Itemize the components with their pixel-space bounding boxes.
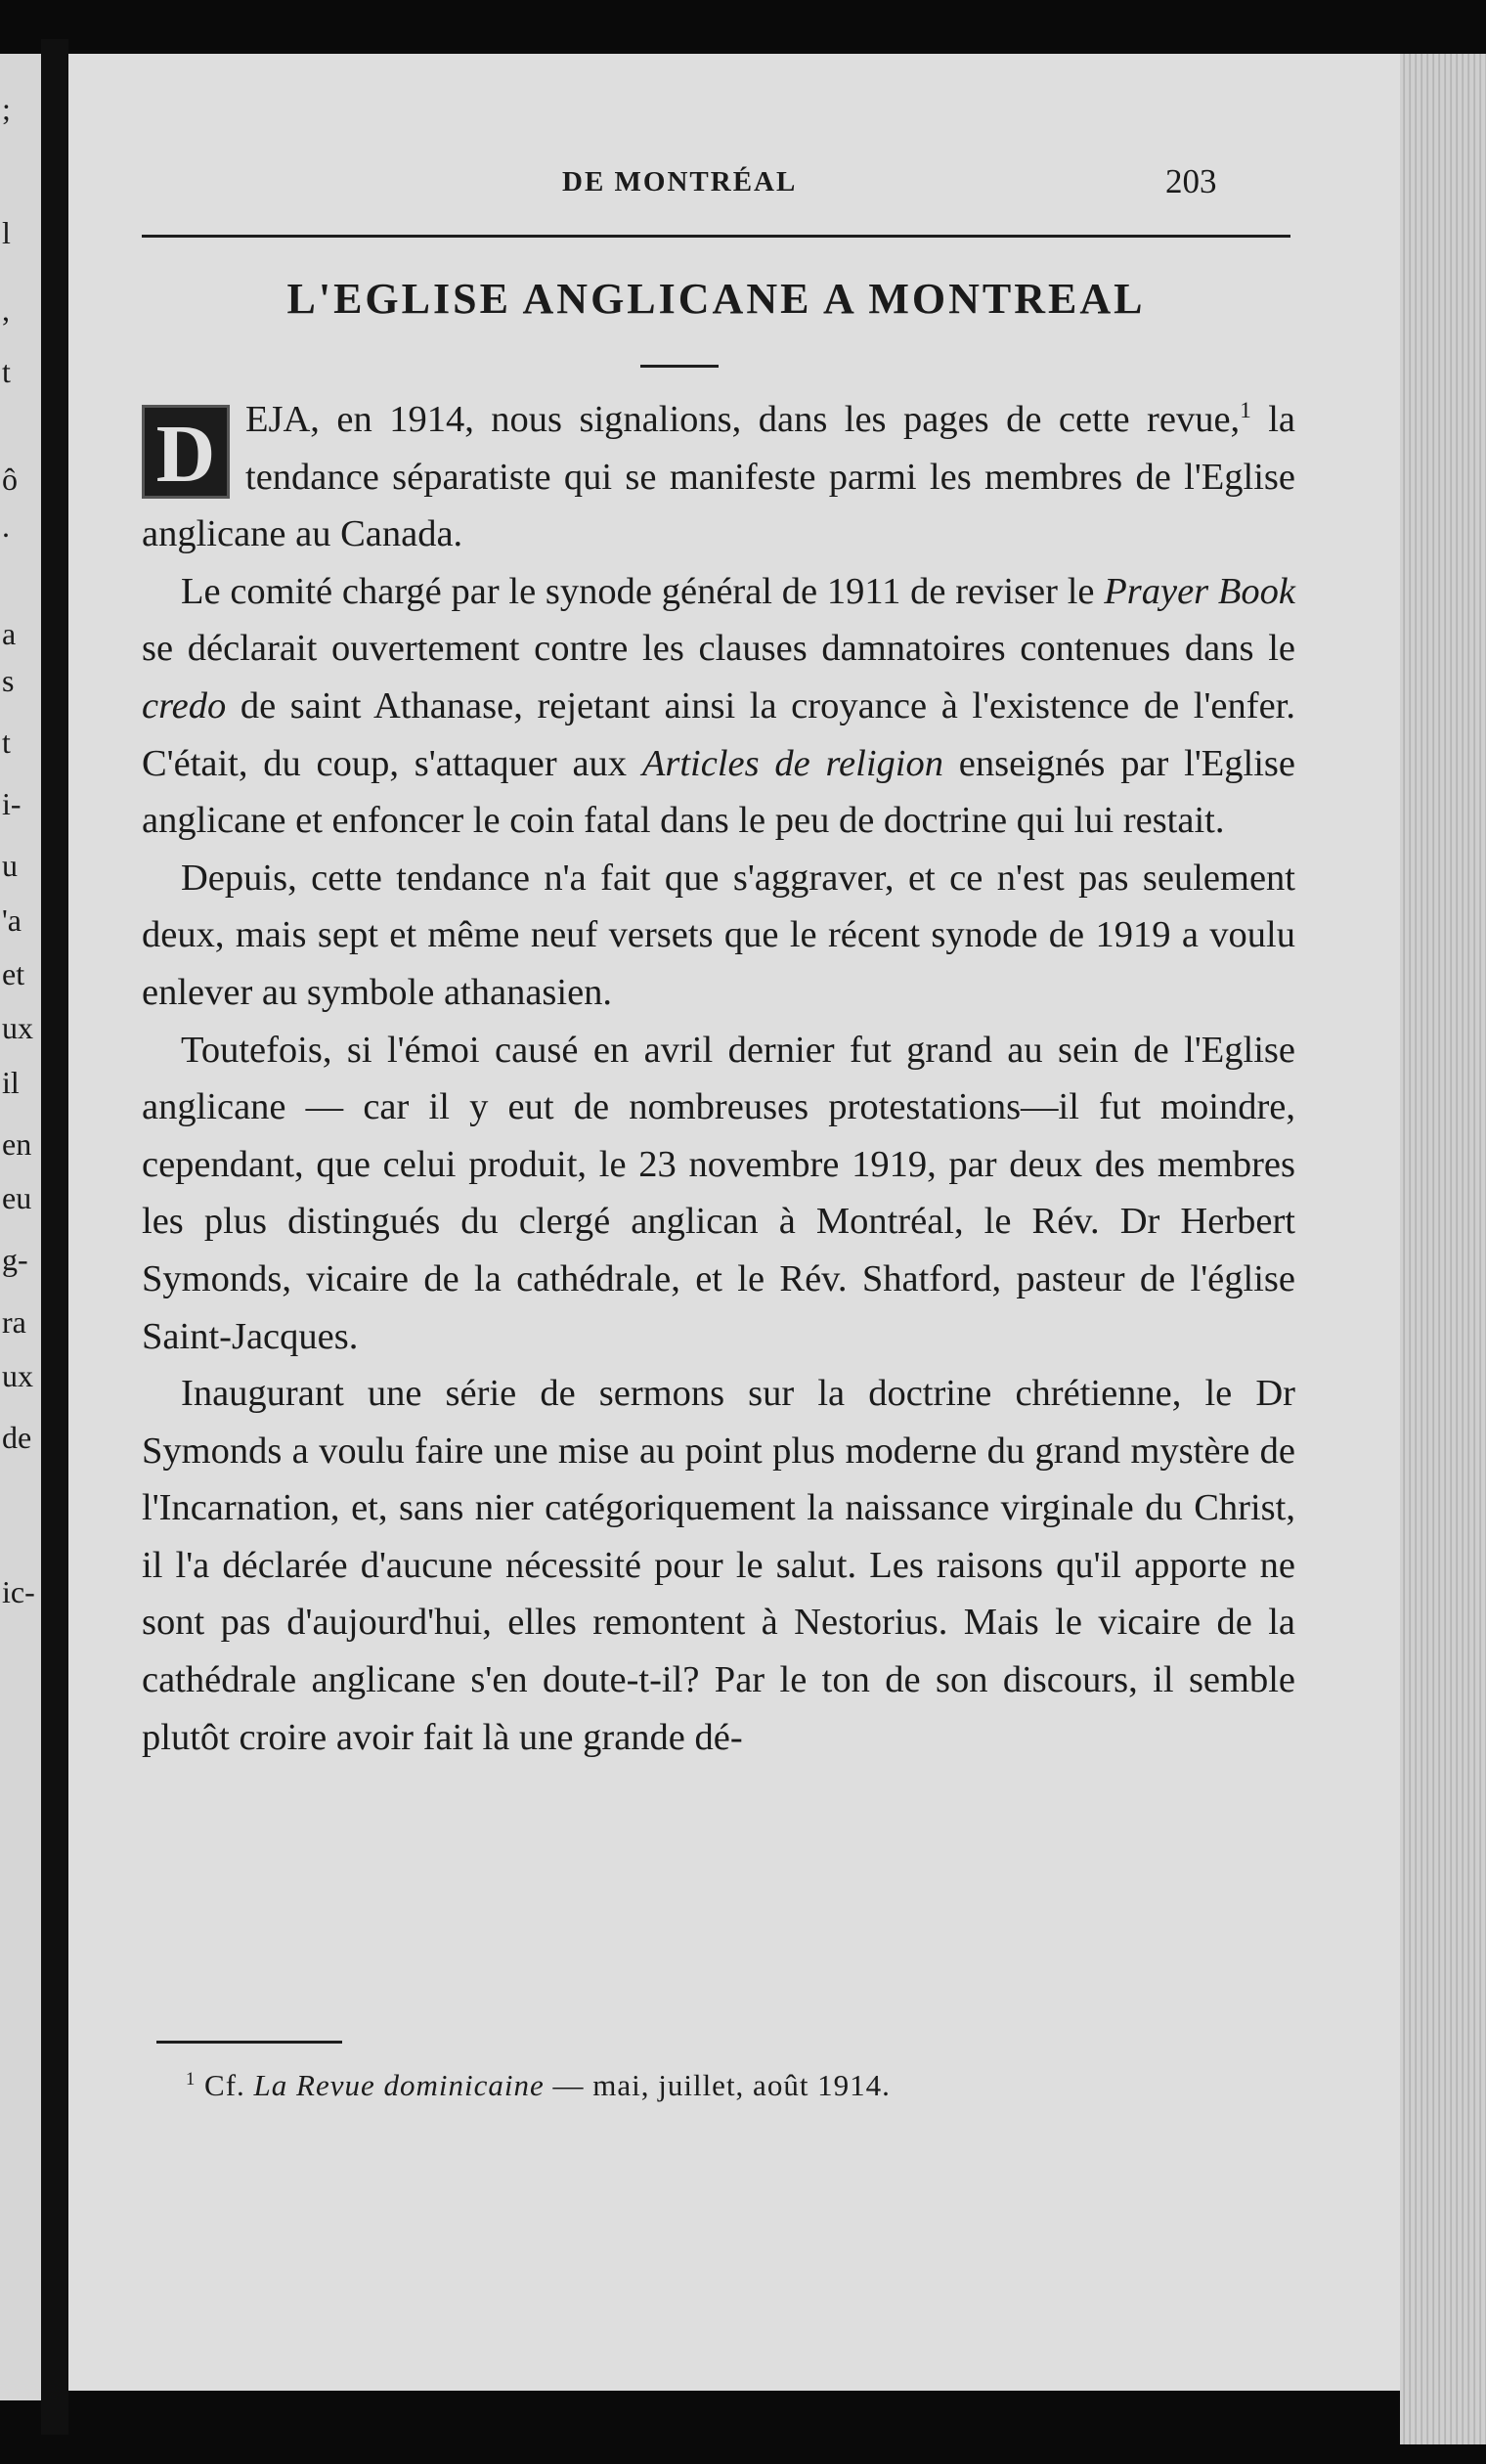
drop-cap: D [142, 405, 230, 499]
footnote-marker: 1 [186, 2068, 197, 2090]
header-rule [142, 235, 1290, 238]
footnote-prefix: Cf. [204, 2068, 254, 2102]
previous-page-fragment: ux [2, 1010, 33, 1046]
previous-page-fragment: g- [2, 1242, 28, 1278]
paragraph [142, 391, 1295, 563]
book-page [68, 54, 1400, 2391]
previous-page-edge [0, 54, 41, 2400]
text-run: Depuis, cette tendance n'a fait que s'aggraver, et ce n'est pas seulement deux, mais sept et même neuf versets que le récent synode de 1919 a voulu enlever au symbole athanasien. [142, 857, 1295, 1013]
chapter-heading: L'EGLISE ANGLICANE A MONTREAL [286, 275, 1146, 323]
previous-page-fragment: de [2, 1420, 32, 1455]
previous-page-fragment: i- [2, 786, 22, 822]
italic-text: Articles de religion [641, 742, 943, 784]
previous-page-fragment: a [2, 616, 17, 652]
footnote [186, 2068, 891, 2103]
previous-page-fragment: t [2, 353, 11, 389]
text-run: Le comité chargé par le synode général de 1911 de reviser le [181, 570, 1105, 612]
footnote-rule [156, 2041, 342, 2044]
running-head-title: DE MONTRÉAL [562, 166, 798, 198]
footnote-suffix: — mai, juillet, août 1914. [544, 2068, 891, 2102]
text-run: EJA, en 1914, nous signalions, dans les pages de cette revue, [245, 399, 1241, 440]
body-text [142, 391, 1295, 1766]
previous-page-fragment: ô [2, 462, 18, 498]
text-run: se déclarait ouvertement contre les clauses damnatoires contenues dans le [142, 628, 1295, 670]
heading-ornament-rule [640, 365, 719, 368]
paragraph [142, 1022, 1295, 1366]
previous-page-fragment: s [2, 662, 15, 698]
previous-page-fragment: . [2, 507, 10, 544]
previous-page-fragment: 'a [2, 902, 22, 938]
footnote-title: La Revue dominicaine [253, 2068, 545, 2102]
previous-page-fragment: eu [2, 1180, 32, 1216]
italic-text: Prayer Book [1104, 570, 1296, 612]
previous-page-fragment: u [2, 848, 18, 884]
text-run: enseignés par l'Eglise anglicane et enfoncer le coin fatal dans le peu de doctrine qui lui restait. [142, 742, 1295, 842]
italic-text: credo [142, 684, 227, 726]
previous-page-fragment: l [2, 214, 11, 250]
previous-page-fragment: , [2, 291, 10, 328]
paragraph [142, 850, 1295, 1022]
previous-page-fragment: en [2, 1125, 32, 1162]
previous-page-fragment: il [2, 1064, 20, 1100]
paragraph [142, 1365, 1295, 1766]
previous-page-fragment: ic- [2, 1574, 35, 1609]
text-run: de saint Athanase, rejetant ainsi la croyance à l'existence de l'enfer. C'était, du coup, s'attaquer aux [142, 684, 1295, 784]
footnote-reference: 1 [1240, 397, 1251, 423]
running-head [68, 162, 1400, 215]
previous-page-fragment: ux [2, 1357, 33, 1393]
page-stack-edge [1400, 54, 1486, 2444]
page-number: 203 [1165, 162, 1217, 200]
text-run: Toutefois, si l'émoi causé en avril dernier fut grand au sein de l'Eglise anglicane — car il y eut de nombreuses protestations—il fut moindre, cependant, que celui produit, le 23 novembre 1919, par deux des membres les plus distingués du clergé anglican à Montréal, le Rév. Dr Herbert Symonds, vicaire de la cathédrale, et le Rév. Shatford, pasteur de l'église Saint-Jacques. [142, 1029, 1295, 1357]
previous-page-fragment: ra [2, 1303, 26, 1340]
previous-page-fragment: et [2, 956, 25, 991]
previous-page-fragment: ; [2, 91, 11, 127]
text-run: la tendance séparatiste qui se manifeste parmi les membres de l'Eglise anglicane au Canada. [142, 399, 1295, 555]
text-run: Inaugurant une série de sermons sur la doctrine chrétienne, le Dr Symonds a voulu faire une mise au point plus moderne du grand mystère de l'Incarnation, et, sans nier catégoriquement la naissance virginale du Christ, il l'a déclarée d'aucune nécessité pour le salut. Les raisons qu'il apporte ne sont pas d'aujourd'hui, elles remontent à Nestorius. Mais le vicaire de la cathédrale anglicane s'en doute-t-il? Par le ton de son discours, il semble plutôt croire avoir fait là une grande dé- [142, 1373, 1295, 1758]
paragraph [142, 563, 1295, 850]
book-gutter [41, 39, 68, 2435]
previous-page-fragment: t [2, 725, 11, 760]
